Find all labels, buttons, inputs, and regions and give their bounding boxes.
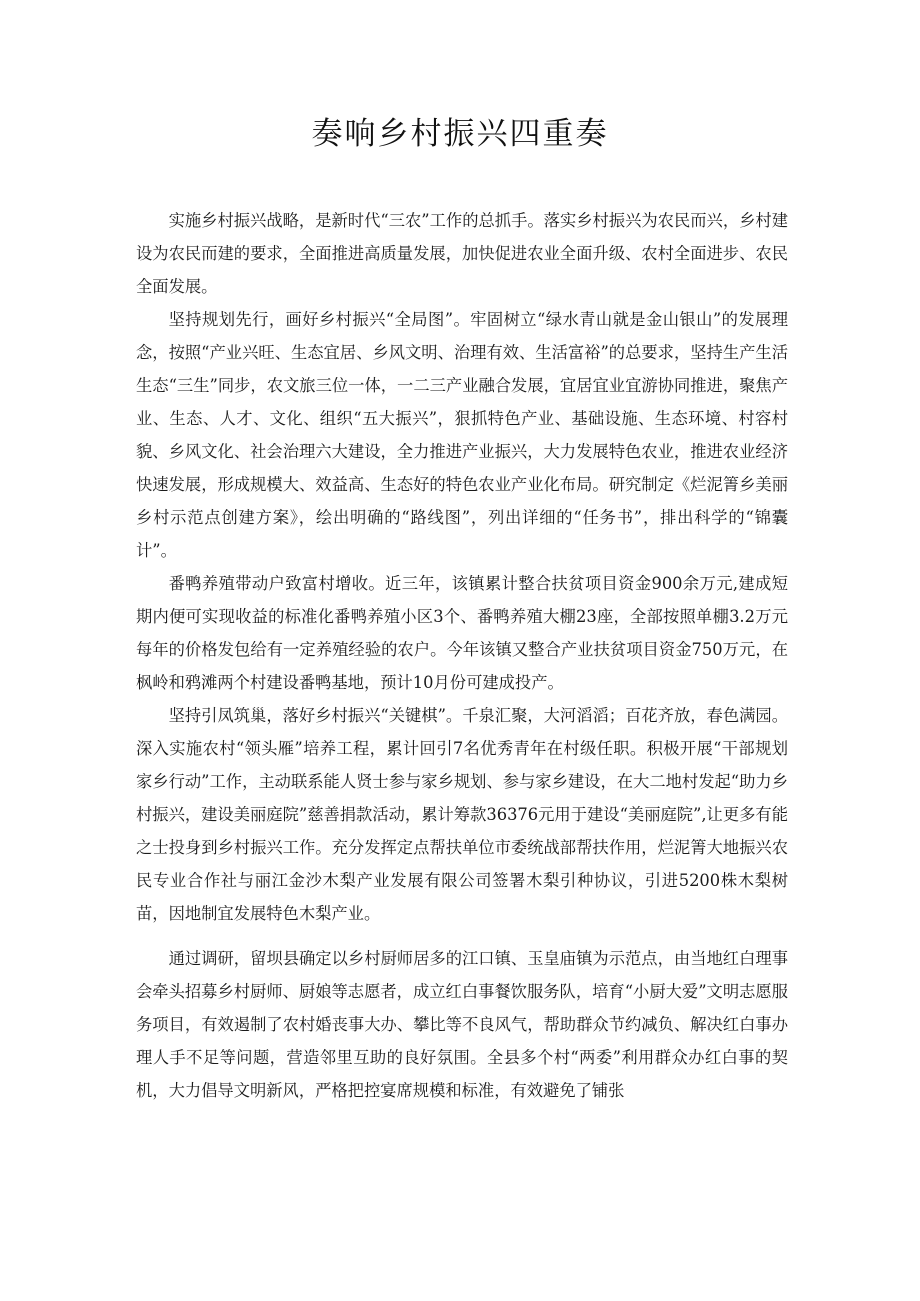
paragraph-intro: 实施乡村振兴战略，是新时代“三农”工作的总抓手。落实乡村振兴为农民而兴，乡村建设为农民而建的要求，全面推进高质量发展，加快促进农业全面升级、农村全面进步、农民全面发展。 bbox=[136, 211, 788, 296]
document-title: 奏响乡村振兴四重奏 bbox=[311, 116, 609, 152]
paragraph-talent: 坚持引凤筑巢，落好乡村振兴“关键棋”。千泉汇聚，大河滔滔；百花齐放，春色满园。深入实施农村“领头雁”培养工程，累计回引7名优秀青年在村级任职。积极开展“干部规划家乡行动”工作，主动联系能人贤士参与家乡规划、参与家乡建设，在大二地村发起“助力乡村振兴，建设美丽庭院”慈善捐款活动，累计筹款36376元用于建设“美丽庭院”,让更多有能之士投身到乡村振兴工作。充分发挥定点帮扶单位市委统战部帮扶作用，烂泥箐大地振兴农民专业合作社与丽江金沙木梨产业发展有限公司签署木梨引种协议，引进5200株木梨树苗，因地制宜发展特色木梨产业。 bbox=[136, 706, 788, 923]
paragraph-weddings-funerals: 通过调研，留坝县确定以乡村厨师居多的江口镇、玉皇庙镇为示范点，由当地红白理事会牵头招募乡村厨师、厨娘等志愿者，成立红白事餐饮服务队，培育“小厨大爱”文明志愿服务项目，有效遏制了农村婚丧事大办、攀比等不良风气，帮助群众节约减负、解决红白事办理人手不足等问题，营造邻里互助的良好氛围。全县多个村“两委”利用群众办红白事的契机，大力倡导文明新风，严格把控宴席规模和标准，有效避免了铺张 bbox=[136, 949, 788, 1100]
paragraph-duck-farming: 番鸭养殖带动户致富村增收。近三年，该镇累计整合扶贫项目资金900余万元,建成短期内便可实现收益的标准化番鸭养殖小区3个、番鸭养殖大棚23座，全部按照单棚3.2万元每年的价格发包给有一定养殖经验的农户。今年该镇又整合产业扶贫项目资金750万元，在枫岭和鸦滩两个村建设番鸭基地，预计10月份可建成投产。 bbox=[136, 574, 788, 692]
document-body bbox=[136, 204, 788, 1107]
paragraph-planning: 坚持规划先行，画好乡村振兴“全局图”。牢固树立“绿水青山就是金山银山”的发展理念，按照“产业兴旺、生态宜居、乡风文明、治理有效、生活富裕”的总要求，坚持生产生活生态“三生”同步，农文旅三位一体，一二三产业融合发展，宜居宜业宜游协同推进，聚焦产业、生态、人才、文化、组织“五大振兴”，狠抓特色产业、基础设施、生态环境、村容村貌、乡风文化、社会治理六大建设，全力推进产业振兴，大力发展特色农业，推进农业经济快速发展，形成规模大、效益高、生态好的特色农业产业化布局。研究制定《烂泥箐乡美丽乡村示范点创建方案》，绘出明确的“路线图”，列出详细的“任务书”，排出科学的“锦囊计”。 bbox=[136, 310, 788, 560]
